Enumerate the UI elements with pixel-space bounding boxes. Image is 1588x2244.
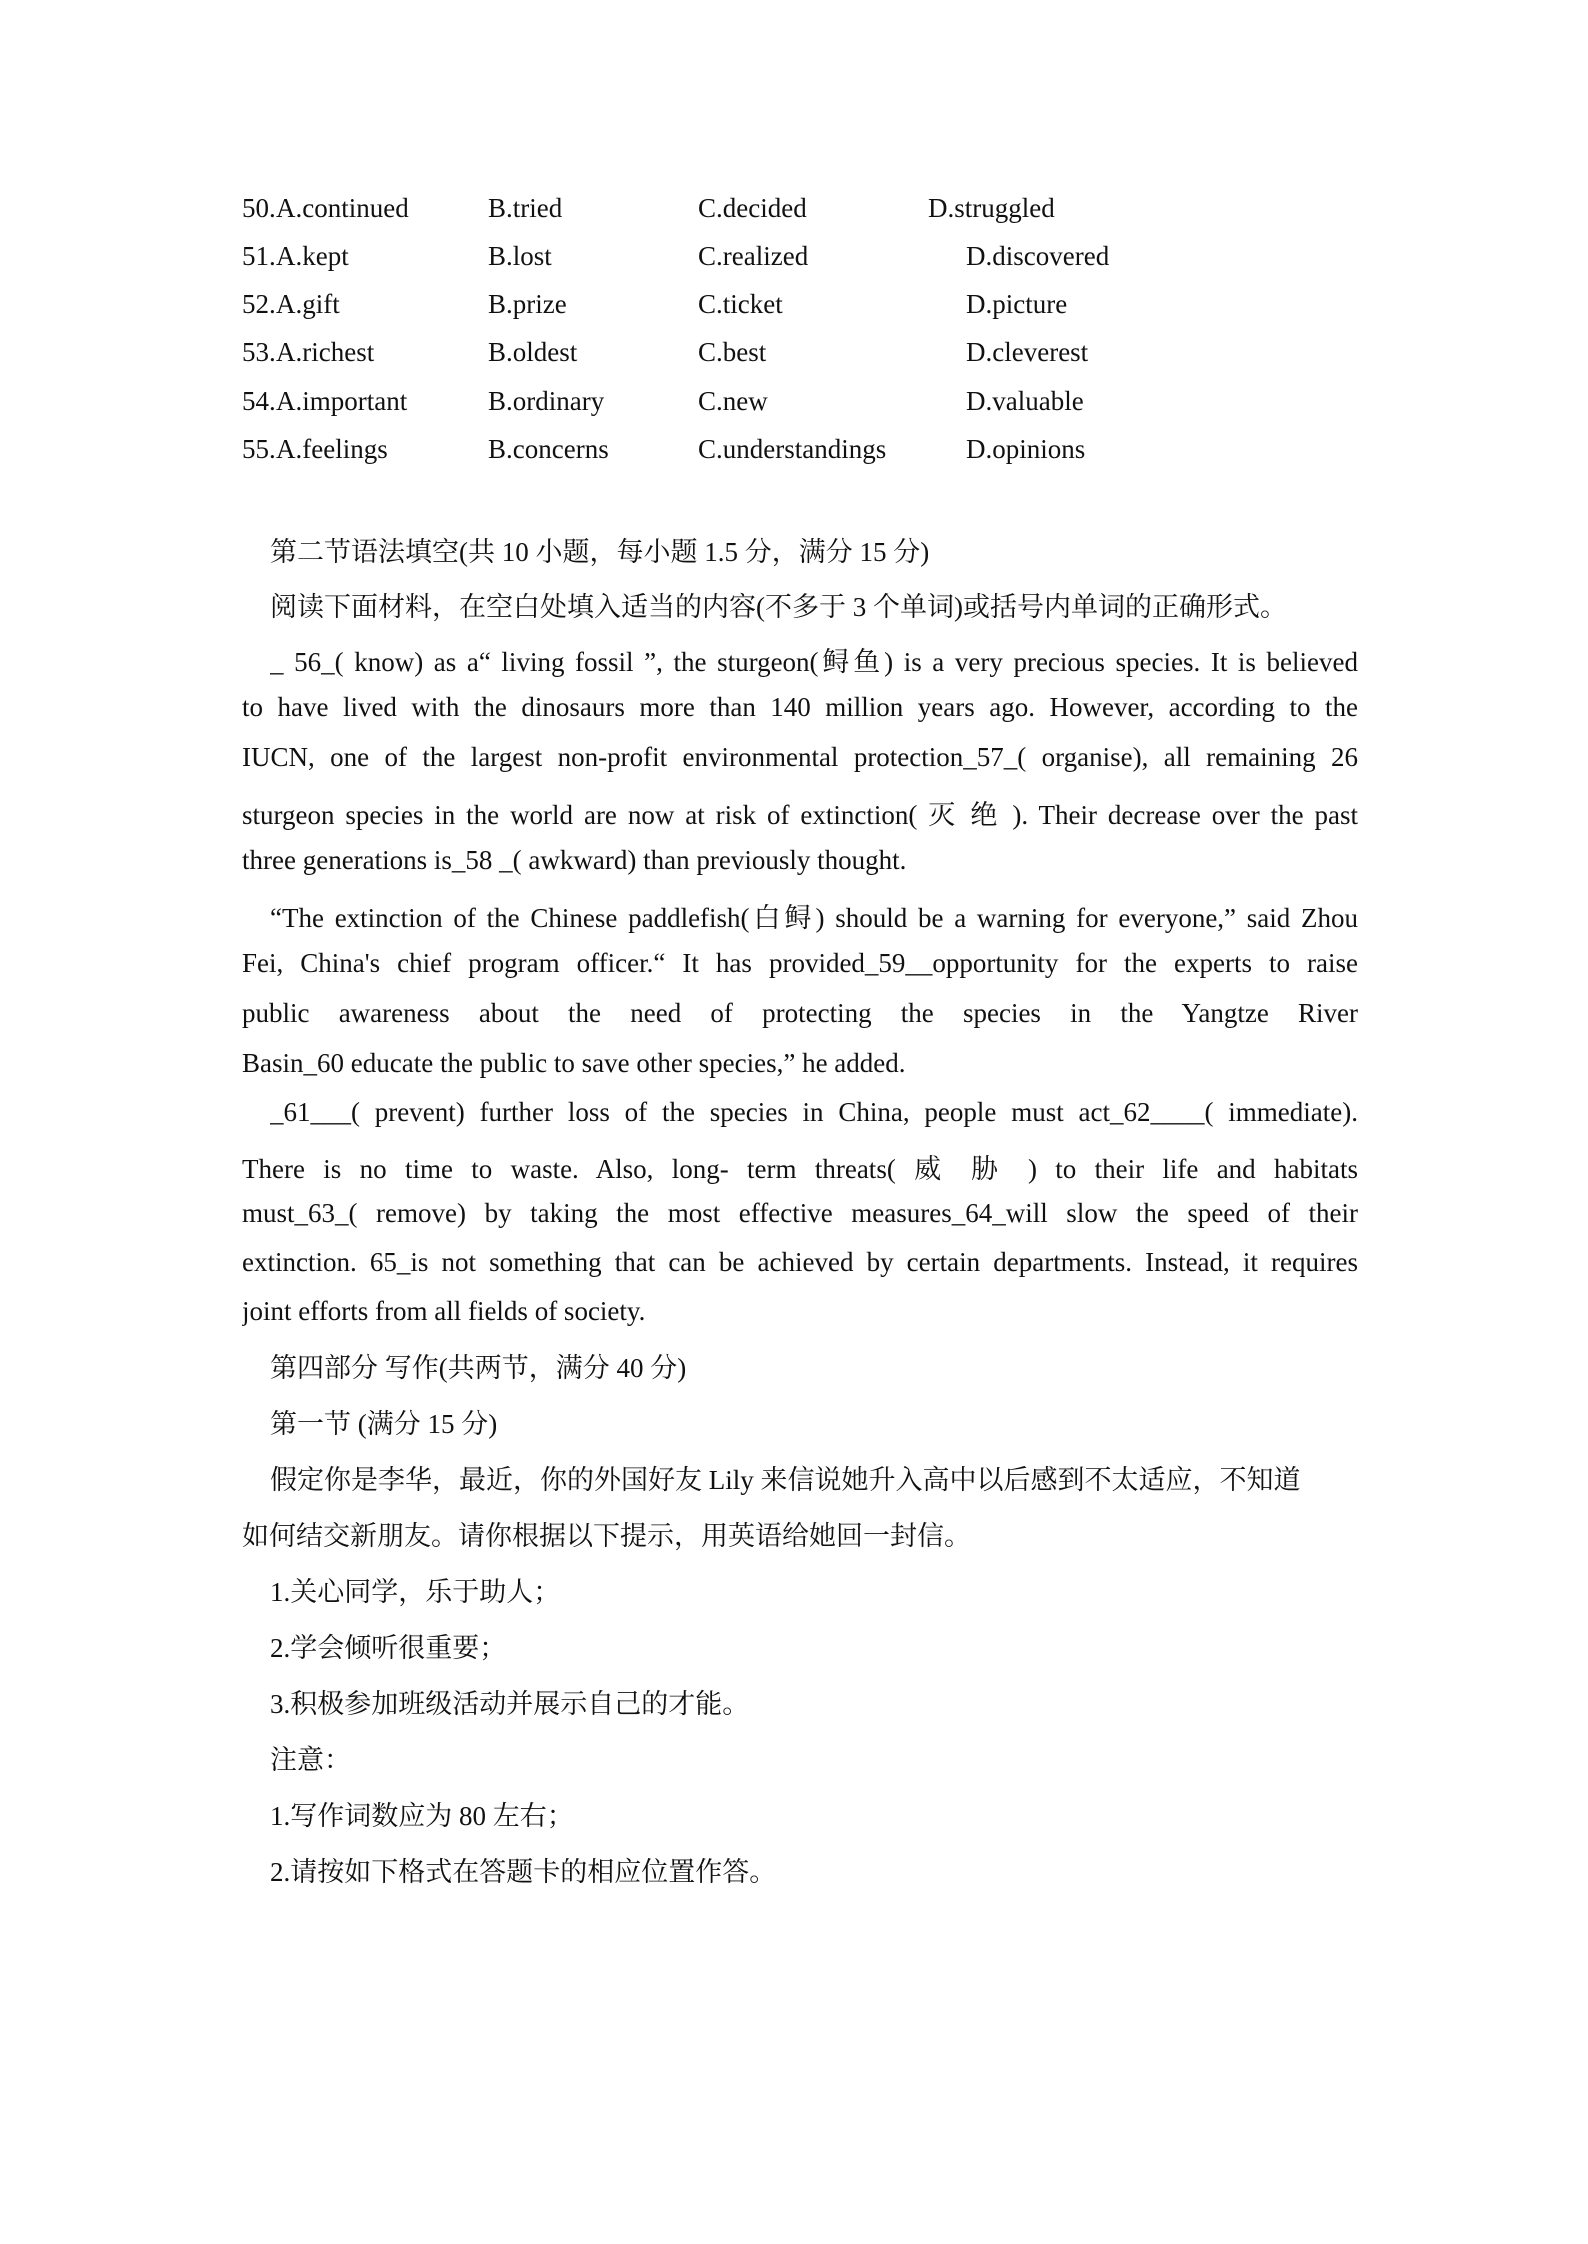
option-a: A.important	[276, 386, 408, 416]
writing-tip: 1.关心同学，乐于助人；	[270, 1577, 561, 1607]
option-d: D.struggled	[928, 193, 1055, 223]
option-b: B.prize	[488, 289, 567, 319]
writing-tip: 2.学会倾听很重要；	[270, 1633, 507, 1663]
note-item: 2.请按如下格式在答题卡的相应位置作答。	[270, 1857, 777, 1887]
passage-line: extinction. 65_is not something that can be achieved by certain departments. Instead, it requires	[242, 1247, 1358, 1277]
writing-tip: 3.积极参加班级活动并展示自己的才能。	[270, 1689, 750, 1719]
option-a: A.feelings	[276, 434, 388, 464]
option-c: C.decided	[698, 193, 807, 223]
part-title: 第四部分 写作(共两节，满分 40 分)	[270, 1353, 687, 1383]
section-title: 第二节语法填空(共 10 小题，每小题 1.5 分，满分 15 分)	[270, 537, 930, 567]
option-b: B.oldest	[488, 337, 578, 367]
question-number: 55.	[242, 434, 276, 464]
passage-line: public awareness about the need of protecting the species in the Yangtze River	[242, 998, 1358, 1028]
note-label: 注意：	[270, 1745, 351, 1775]
option-a: A.gift	[276, 289, 340, 319]
option-c: C.ticket	[698, 289, 783, 319]
passage-line: _61___( prevent) further loss of the species in China, people must act_62____( immediate).	[270, 1097, 1358, 1127]
note-item: 1.写作词数应为 80 左右；	[270, 1801, 574, 1831]
option-b: B.concerns	[488, 434, 609, 464]
passage-line: _ 56_( know) as a“ living fossil ”, the sturgeon(鲟鱼) is a very precious species. It is believed	[270, 647, 1358, 677]
question-number: 53.	[242, 337, 276, 367]
option-a: A.kept	[276, 241, 349, 271]
question-number: 52.	[242, 289, 276, 319]
section-title: 第一节 (满分 15 分)	[270, 1409, 498, 1439]
option-c: C.new	[698, 386, 768, 416]
passage-line: IUCN, one of the largest non-profit environmental protection_57_( organise), all remaining 26	[242, 742, 1358, 772]
question-number: 54.	[242, 386, 276, 416]
option-b: B.ordinary	[488, 386, 605, 416]
option-c: C.best	[698, 337, 767, 367]
passage-line: There is no time to waste. Also, long- term threats( 威 胁 ) to their life and habitats	[242, 1154, 1358, 1184]
option-d: D.opinions	[966, 434, 1086, 464]
option-b: B.tried	[488, 193, 563, 223]
writing-prompt: 假定你是李华，最近，你的外国好友 Lily 来信说她升入高中以后感到不太适应，不知道	[270, 1465, 1301, 1495]
writing-prompt: 如何结交新朋友。请你根据以下提示，用英语给她回一封信。	[242, 1521, 971, 1551]
passage-line: three generations is_58 _( awkward) than previously thought.	[242, 845, 907, 875]
option-c: C.understandings	[698, 434, 887, 464]
option-d: D.valuable	[966, 386, 1084, 416]
section-instruction: 阅读下面材料，在空白处填入适当的内容(不多于 3 个单词)或括号内单词的正确形式。	[270, 592, 1287, 622]
option-d: D.discovered	[966, 241, 1110, 271]
question-number: 51.	[242, 241, 276, 271]
option-a: A.continued	[276, 193, 409, 223]
passage-line: joint efforts from all fields of society.	[242, 1296, 646, 1326]
passage-line: Basin_60 educate the public to save other species,” he added.	[242, 1048, 906, 1078]
question-number: 50.	[242, 193, 276, 223]
option-b: B.lost	[488, 241, 552, 271]
passage-line: “The extinction of the Chinese paddlefish(白鲟) should be a warning for everyone,” said Zhou	[270, 903, 1358, 933]
passage-line: sturgeon species in the world are now at risk of extinction( 灭 绝 ). Their decrease over the past	[242, 800, 1358, 830]
option-d: D.picture	[966, 289, 1068, 319]
option-c: C.realized	[698, 241, 809, 271]
passage-line: must_63_( remove) by taking the most effective measures_64_will slow the speed of their	[242, 1198, 1358, 1228]
option-d: D.cleverest	[966, 337, 1089, 367]
passage-line: to have lived with the dinosaurs more than 140 million years ago. However, according to the	[242, 692, 1358, 722]
passage-line: Fei, China's chief program officer.“ It has provided_59__opportunity for the experts to raise	[242, 948, 1358, 978]
option-a: A.richest	[276, 337, 375, 367]
